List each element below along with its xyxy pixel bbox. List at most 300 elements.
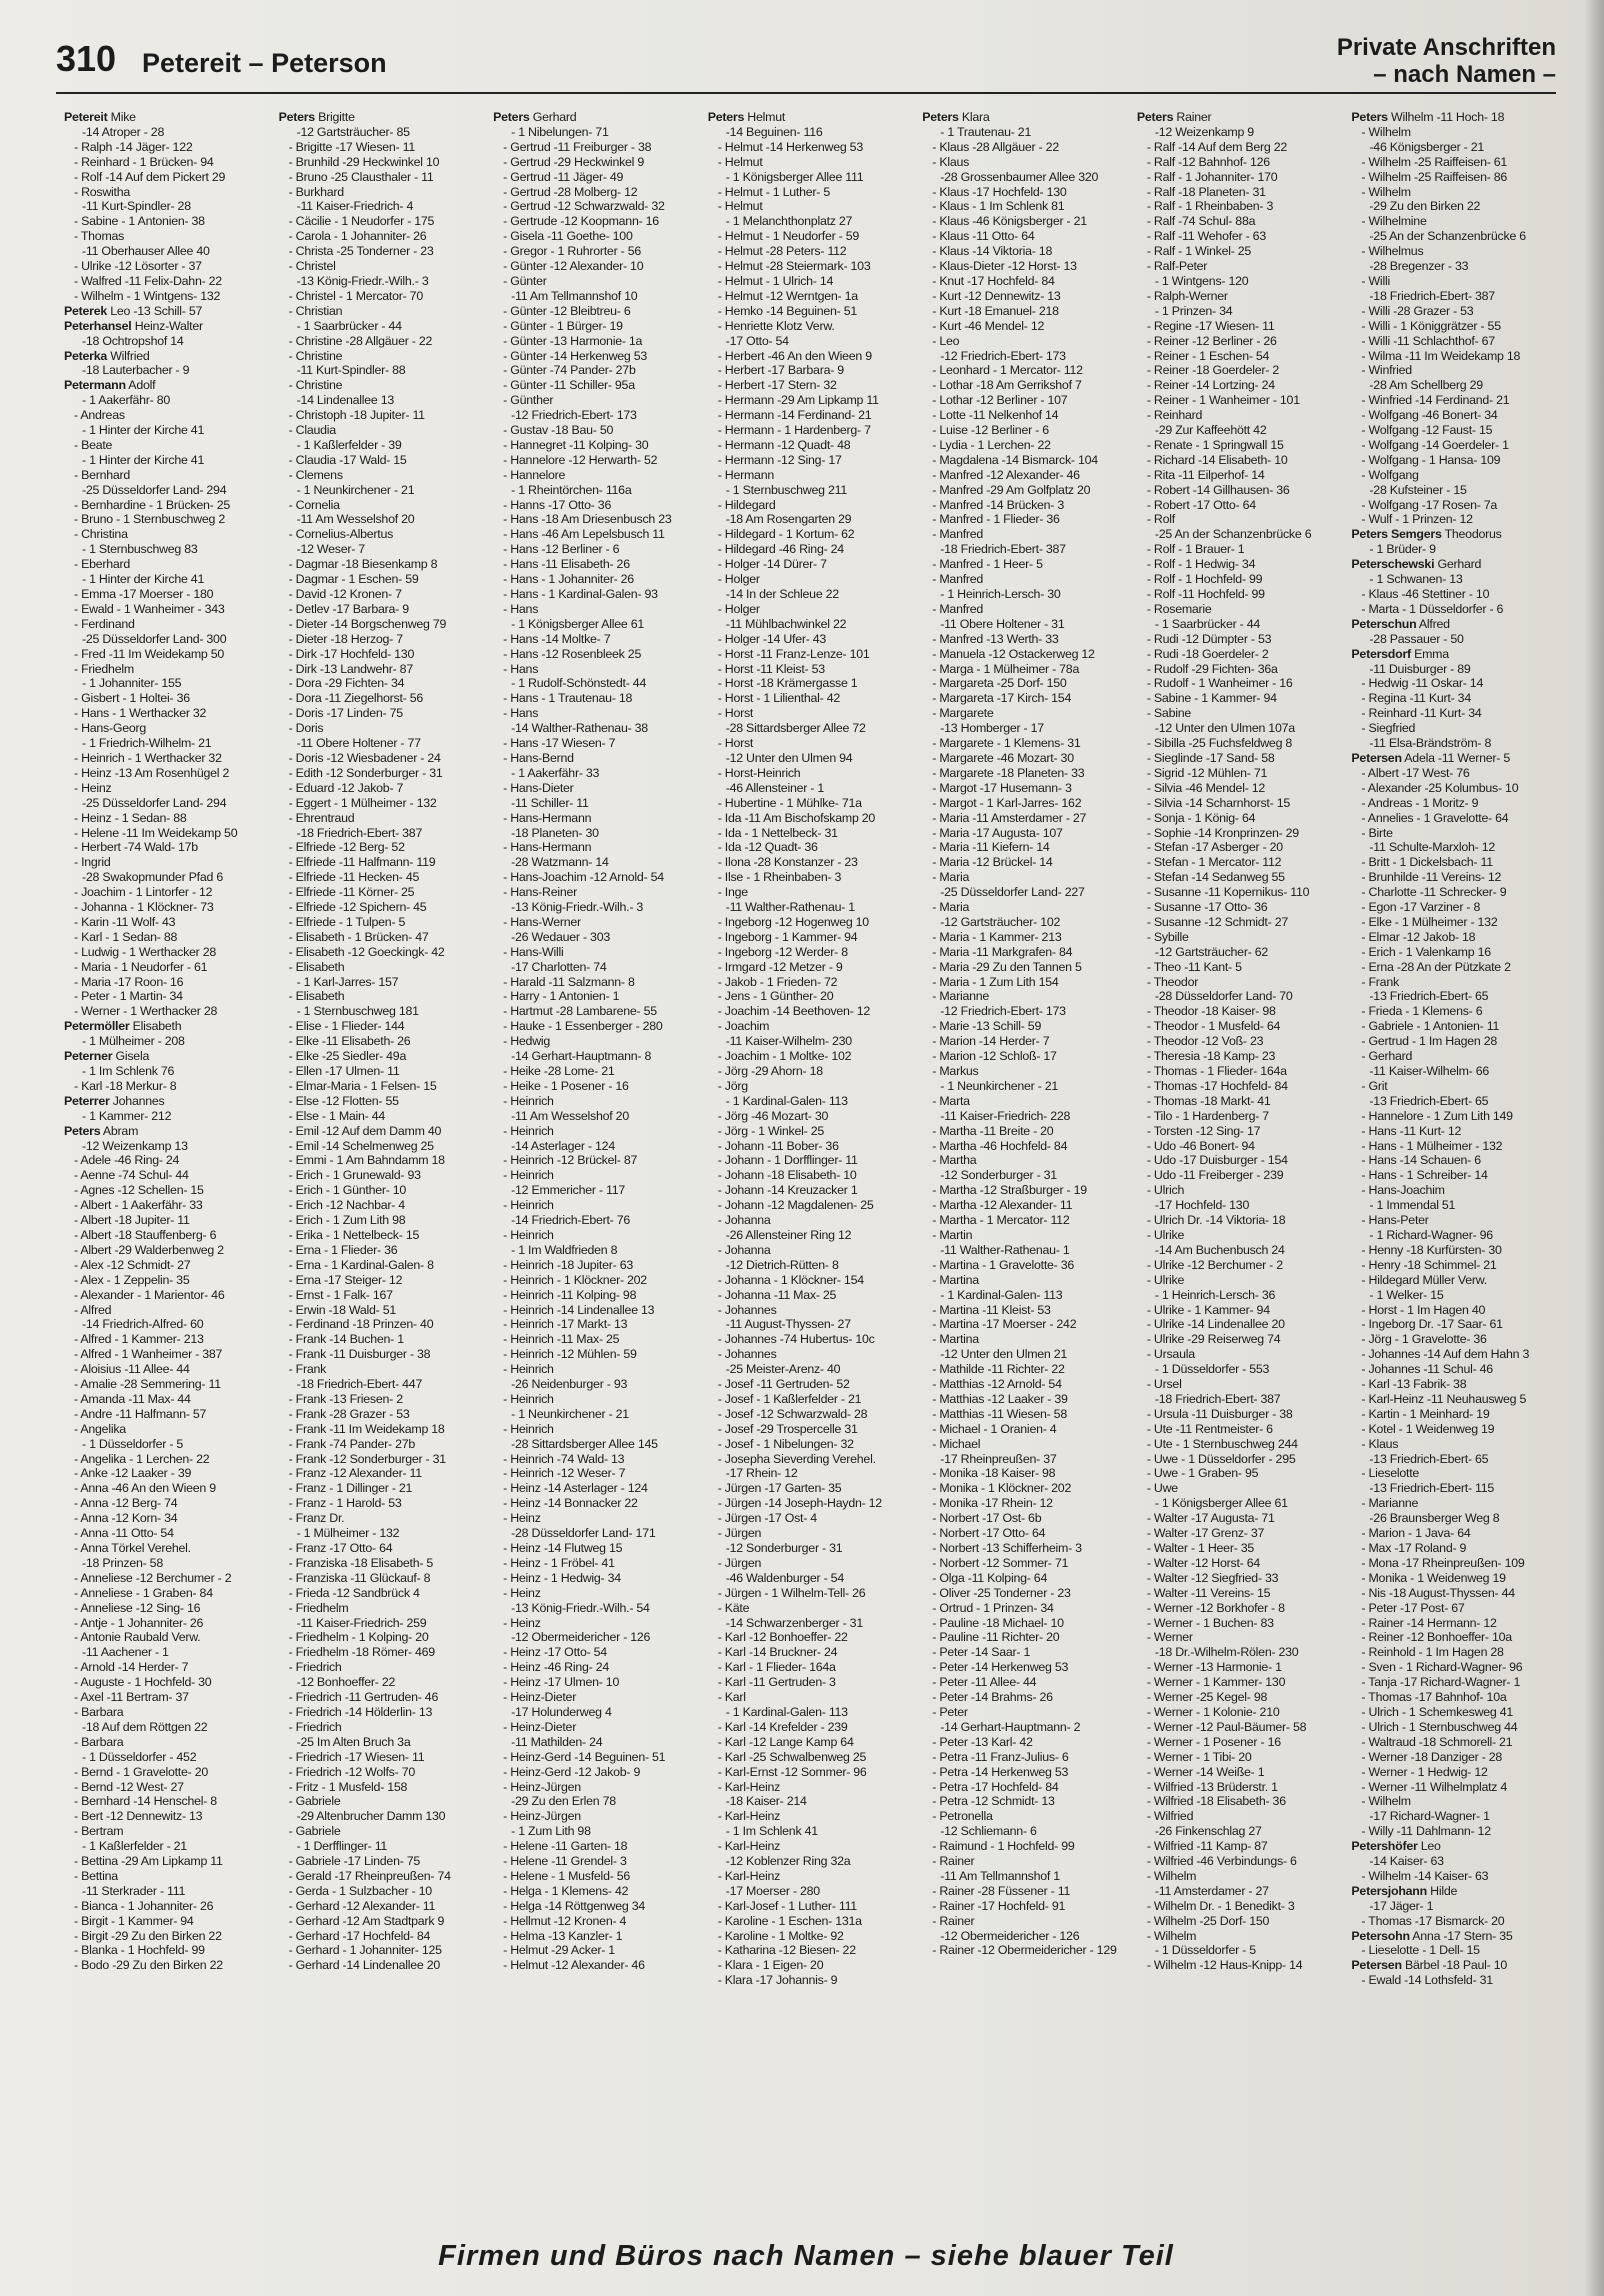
directory-entry <box>64 751 273 766</box>
entry-text: - Hedwig <box>503 1034 551 1049</box>
entry-text: - Käte <box>717 1600 750 1615</box>
entry-text: - Helma -13 Kanzler- 1 <box>503 1928 623 1943</box>
entry-text: - Knut -17 Hochfeld- 84 <box>932 273 1055 288</box>
entry-text: - Heinz -13 Am Rosenhügel 2 <box>74 765 230 780</box>
directory-entry <box>922 1422 1131 1437</box>
entry-text: - Horst <box>717 706 754 721</box>
directory-entry <box>1137 1377 1346 1392</box>
directory-entry <box>1137 304 1346 319</box>
entry-text: -14 Friedrich-Alfred- 60 <box>82 1317 204 1332</box>
entry-text: - Thomas -17 Hochfeld- 84 <box>1146 1078 1288 1093</box>
directory-entry <box>64 930 273 945</box>
entry-text: - Waltraud -18 Schmorell- 21 <box>1361 1734 1513 1749</box>
entry-text: - Johanna <box>717 1242 771 1257</box>
directory-entry <box>1137 1645 1346 1660</box>
entry-text: - Ulrike <box>1146 1272 1185 1287</box>
entry-text: - Heinz -46 Ring- 24 <box>503 1660 610 1675</box>
directory-entry <box>708 229 917 244</box>
directory-entry <box>1351 1064 1560 1079</box>
entry-text: - Wilhelm - 1 Wintgens- 132 <box>74 288 221 303</box>
directory-entry <box>1137 766 1346 781</box>
entry-text: -17 Rheinpreußen- 37 <box>940 1451 1057 1466</box>
entry-text: - Hans -11 Elisabeth- 26 <box>503 557 630 572</box>
entry-text: - Hans-Joachim <box>1361 1183 1445 1198</box>
directory-entry <box>493 736 702 751</box>
entry-text: - Helmut - 1 Luther- 5 <box>717 184 830 199</box>
directory-entry <box>279 781 488 796</box>
directory-entry <box>493 1675 702 1690</box>
directory-entry <box>1351 1720 1560 1735</box>
listing-column-1 <box>64 110 273 2230</box>
directory-entry <box>1351 1362 1560 1377</box>
directory-entry <box>708 349 917 364</box>
entry-text: - Norbert -17 Otto- 64 <box>932 1526 1046 1541</box>
entry-text: - 1 Rheintörchen- 116a <box>511 482 632 497</box>
directory-entry <box>922 468 1131 483</box>
entry-text: - 1 Königsberger Allee 61 <box>511 616 645 631</box>
entry-text: -14 Friedrich-Ebert- 76 <box>511 1213 631 1228</box>
entry-text: - 1 Im Waldfrieden 8 <box>511 1242 618 1257</box>
entry-text: - Gregor - 1 Ruhrorter - 56 <box>503 244 641 259</box>
entry-text: - Hans-Hermann <box>503 810 592 825</box>
entry-text: - Joachim -14 Beethoven- 12 <box>717 1004 871 1019</box>
entry-text: - Henry -18 Schimmel- 21 <box>1361 1257 1497 1272</box>
directory-entry <box>493 1735 702 1750</box>
entry-text: - Theodor <box>1146 974 1199 989</box>
directory-entry <box>1137 796 1346 811</box>
entry-text: - Günter -14 Herkenweg 53 <box>503 348 648 363</box>
directory-entry <box>708 363 917 378</box>
directory-entry <box>1137 1481 1346 1496</box>
entry-text: - Burkhard <box>288 184 344 199</box>
directory-entry <box>64 736 273 751</box>
entry-text: - Jürgen <box>717 1526 762 1541</box>
directory-entry <box>64 229 273 244</box>
directory-entry <box>1137 199 1346 214</box>
entry-text: - Manfred <box>932 572 984 587</box>
directory-entry <box>1137 1556 1346 1571</box>
directory-entry <box>493 1616 702 1631</box>
directory-entry <box>1351 870 1560 885</box>
entry-text: - Matthias -12 Arnold- 54 <box>932 1377 1062 1392</box>
directory-entry <box>493 423 702 438</box>
entry-text: - Hauke - 1 Essenberger - 280 <box>503 1019 663 1034</box>
entry-text: - Günter -74 Pander- 27b <box>503 363 636 378</box>
entry-text: - Ingeborg - 1 Kammer- 94 <box>717 929 858 944</box>
directory-entry <box>279 1049 488 1064</box>
entry-text: -12 Unter den Ulmen 21 <box>940 1347 1068 1362</box>
entry-text: - Anna -12 Berg- 74 <box>74 1496 178 1511</box>
directory-entry <box>493 1064 702 1079</box>
entry-text: - Hans-Georg <box>74 721 147 736</box>
directory-entry <box>493 1332 702 1347</box>
directory-entry <box>279 989 488 1004</box>
directory-entry <box>493 1839 702 1854</box>
directory-entry <box>64 870 273 885</box>
directory-entry <box>1137 1854 1346 1869</box>
surname-entry <box>64 349 273 364</box>
directory-entry <box>708 304 917 319</box>
entry-text: - Rudi -18 Goerdeler- 2 <box>1146 646 1269 661</box>
entry-text: - Martha - 1 Mercator- 112 <box>932 1213 1070 1228</box>
entry-text: - Marianne <box>1361 1496 1419 1511</box>
directory-entry <box>1137 617 1346 632</box>
entry-text: - Heinz-Jürgen <box>503 1779 581 1794</box>
directory-entry <box>1137 155 1346 170</box>
entry-text: - 1 Richard-Wagner- 96 <box>1369 1227 1493 1242</box>
entry-text: - Cornelia <box>288 497 340 512</box>
entry-text: - Ulrich - 1 Sternbuschweg 44 <box>1361 1719 1518 1734</box>
surname-entry <box>64 1124 273 1139</box>
entry-text: - Thomas <box>74 229 125 244</box>
entry-text: - Klaus-Dieter -12 Horst- 13 <box>932 259 1077 274</box>
entry-text: - Hans-Hermann <box>503 840 592 855</box>
directory-entry <box>922 1690 1131 1705</box>
entry-text: - Lothar -12 Berliner - 107 <box>932 393 1068 408</box>
directory-entry <box>64 1675 273 1690</box>
directory-entry <box>922 617 1131 632</box>
directory-entry <box>708 632 917 647</box>
entry-text: - Bernd -12 West- 27 <box>74 1779 184 1794</box>
directory-entry <box>64 826 273 841</box>
directory-entry <box>279 1392 488 1407</box>
entry-text: - Detlev -17 Barbara- 9 <box>288 601 409 616</box>
directory-entry <box>1137 1332 1346 1347</box>
directory-entry <box>493 1660 702 1675</box>
entry-text: - Frieda - 1 Klemens- 6 <box>1361 1004 1483 1019</box>
directory-entry <box>493 826 702 841</box>
entry-text: - Karl -14 Bruckner- 24 <box>717 1645 838 1660</box>
directory-entry <box>1351 1601 1560 1616</box>
entry-text: - Margot -17 Husemann- 3 <box>932 780 1072 795</box>
entry-text: - Heinrich <box>503 1421 554 1436</box>
entry-text: -18 Prinzen- 58 <box>82 1555 163 1570</box>
directory-entry <box>279 1317 488 1332</box>
directory-entry <box>922 1019 1131 1034</box>
directory-entry <box>922 691 1131 706</box>
directory-entry <box>493 125 702 140</box>
entry-text: - Anneliese -12 Berchumer - 2 <box>74 1570 232 1585</box>
entry-text: - Helene -11 Grendel- 3 <box>503 1854 627 1869</box>
directory-entry <box>279 1884 488 1899</box>
directory-entry <box>493 229 702 244</box>
entry-text: - Maria -11 Amsterdamer - 27 <box>932 810 1087 825</box>
directory-entry <box>708 125 917 140</box>
entry-text: - Werner - 1 Werthacker 28 <box>74 1004 218 1019</box>
entry-text: - Susanne -12 Schmidt- 27 <box>1146 914 1288 929</box>
entry-text: - Helmut -12 Werntgen- 1a <box>717 288 858 303</box>
directory-entry <box>493 408 702 423</box>
entry-text: - Maria -17 Augusta- 107 <box>932 825 1063 840</box>
entry-text: - Elfriede -11 Körner- 25 <box>288 885 415 900</box>
entry-text: - Karl -14 Krefelder - 239 <box>717 1719 848 1734</box>
directory-entry <box>1137 900 1346 915</box>
directory-entry <box>1137 1735 1346 1750</box>
directory-entry <box>1351 1750 1560 1765</box>
entry-text: - Friedrich -17 Wiesen- 11 <box>288 1749 425 1764</box>
directory-entry <box>922 1869 1131 1884</box>
entry-text: - Rainer <box>932 1854 975 1869</box>
directory-entry <box>279 1168 488 1183</box>
entry-text: - Klara -17 Johannis- 9 <box>717 1973 838 1988</box>
entry-text: - Maria <box>932 900 970 915</box>
directory-entry <box>64 1705 273 1720</box>
entry-text: - Ludwig - 1 Werthacker 28 <box>74 944 217 959</box>
entry-text: - Dagmar -18 Biesenkamp 8 <box>288 557 438 572</box>
directory-entry <box>493 1750 702 1765</box>
directory-entry <box>1137 676 1346 691</box>
surname: Peters <box>922 110 959 124</box>
entry-text: - Martin <box>932 1227 973 1242</box>
directory-entry <box>708 1466 917 1481</box>
directory-entry <box>1137 125 1346 140</box>
entry-text: - 1 Nibelungen- 71 <box>511 124 609 139</box>
entry-text: - Christine -28 Allgäuer - 22 <box>288 333 433 348</box>
entry-text: - Emmi - 1 Am Bahndamm 18 <box>288 1153 445 1168</box>
entry-text: - Jörg <box>717 1078 748 1093</box>
entry-text: - Doris <box>288 721 324 736</box>
entry-text: - Peter -13 Karl- 42 <box>932 1734 1033 1749</box>
directory-entry <box>922 796 1131 811</box>
directory-entry <box>493 170 702 185</box>
directory-entry <box>1351 721 1560 736</box>
entry-text: - Wilhelmus <box>1361 244 1424 259</box>
surname: Peters <box>1351 110 1388 124</box>
directory-entry <box>1351 1869 1560 1884</box>
directory-entry <box>708 662 917 677</box>
directory-entry <box>922 945 1131 960</box>
entry-text: -25 Düsseldorfer Land- 227 <box>940 885 1085 900</box>
entry-text: - Heinrich -12 Weser- 7 <box>503 1466 626 1481</box>
directory-entry <box>64 1571 273 1586</box>
entry-text: - Heinz <box>503 1511 541 1526</box>
directory-entry <box>708 140 917 155</box>
directory-entry <box>493 468 702 483</box>
directory-entry <box>64 1824 273 1839</box>
directory-entry <box>1137 1213 1346 1228</box>
entry-text: -11 Kurt-Spindler- 28 <box>82 199 191 214</box>
directory-entry <box>64 1914 273 1929</box>
directory-entry <box>922 1705 1131 1720</box>
entry-text: - Emil -12 Auf dem Damm 40 <box>288 1123 442 1138</box>
entry-text: - Heinz <box>503 1615 541 1630</box>
directory-entry <box>1137 349 1346 364</box>
entry-text: - Petronella <box>932 1809 993 1824</box>
surname-entry <box>64 1019 273 1034</box>
entry-text: - Wilhelm Dr. - 1 Benedikt- 3 <box>1146 1898 1295 1913</box>
directory-entry <box>922 1258 1131 1273</box>
entry-text: -18 Dr.-Wilhelm-Rölen- 230 <box>1154 1645 1299 1660</box>
directory-entry <box>1351 1735 1560 1750</box>
entry-text: - Martha -12 Straßburger - 19 <box>932 1183 1087 1198</box>
directory-entry <box>64 1780 273 1795</box>
directory-entry <box>708 408 917 423</box>
directory-entry <box>708 244 917 259</box>
entry-text: Elisabeth <box>129 1019 182 1034</box>
entry-text: - Annelies - 1 Gravelotte- 64 <box>1361 810 1509 825</box>
entry-text: - Andreas - 1 Moritz- 9 <box>1361 795 1479 810</box>
directory-entry <box>1137 1124 1346 1139</box>
entry-text: - Friedhelm <box>288 1600 349 1615</box>
directory-entry <box>922 975 1131 990</box>
directory-entry <box>708 1168 917 1183</box>
directory-entry <box>493 632 702 647</box>
entry-text: - Theodor -18 Kaiser- 98 <box>1146 1004 1276 1019</box>
entry-text: -18 Am Rosengarten 29 <box>725 512 852 527</box>
entry-text: - Kurt -12 Dennewitz- 13 <box>932 288 1061 303</box>
entry-text: - 1 Schwanen- 13 <box>1369 572 1463 587</box>
entry-text: - Johannes <box>717 1347 777 1362</box>
entry-text: -25 Im Alten Bruch 3a <box>296 1734 411 1749</box>
entry-text: - Martha -12 Alexander- 11 <box>932 1198 1073 1213</box>
entry-text: - Mathilde -11 Richter- 22 <box>932 1362 1065 1377</box>
directory-entry <box>708 1526 917 1541</box>
directory-entry <box>708 900 917 915</box>
entry-text: - 1 Wintgens- 120 <box>1154 273 1249 288</box>
directory-entry <box>708 289 917 304</box>
directory-entry <box>279 1630 488 1645</box>
entry-text: - Winfried -14 Ferdinand- 21 <box>1361 393 1510 408</box>
entry-text: - Margarete -18 Planeten- 33 <box>932 765 1085 780</box>
entry-text: - Heinz -14 Bonnacker 22 <box>503 1496 638 1511</box>
directory-entry <box>1137 751 1346 766</box>
entry-text: - Leonhard - 1 Mercator- 112 <box>932 363 1083 378</box>
directory-entry <box>922 855 1131 870</box>
entry-text: - Bettina -29 Am Lipkamp 11 <box>74 1854 223 1869</box>
directory-entry <box>708 199 917 214</box>
directory-entry <box>493 378 702 393</box>
directory-entry <box>1351 1899 1560 1914</box>
entry-text: - Willi - 1 Königgrätzer - 55 <box>1361 318 1501 333</box>
entry-text: - Ulrike - 1 Kammer- 94 <box>1146 1302 1270 1317</box>
directory-entry <box>922 1839 1131 1854</box>
entry-text: - Ulrike -29 Reiserweg 74 <box>1146 1332 1281 1347</box>
entry-text: - Wolfgang -46 Bonert- 34 <box>1361 408 1498 423</box>
directory-entry <box>1137 1794 1346 1809</box>
entry-text: - Dagmar - 1 Eschen- 59 <box>288 572 419 587</box>
entry-text: - Hans-Reiner <box>503 885 578 900</box>
directory-entry <box>708 975 917 990</box>
directory-entry <box>64 1392 273 1407</box>
directory-entry <box>64 289 273 304</box>
directory-entry <box>922 319 1131 334</box>
entry-text: - Hans -11 Kurt- 12 <box>1361 1123 1462 1138</box>
entry-text: - Brigitte -17 Wiesen- 11 <box>288 139 415 154</box>
directory-entry <box>64 706 273 721</box>
entry-text: -11 Am Tellmannshof 1 <box>940 1868 1060 1883</box>
directory-entry <box>279 811 488 826</box>
directory-entry <box>64 1690 273 1705</box>
entry-text: - Elke -25 Siedler- 49a <box>288 1049 407 1064</box>
directory-entry <box>64 840 273 855</box>
entry-text: - Leo <box>932 333 960 348</box>
directory-entry <box>1137 453 1346 468</box>
directory-entry <box>922 1213 1131 1228</box>
entry-text: Adolf <box>125 378 156 393</box>
entry-text: - Antje - 1 Johanniter- 26 <box>74 1615 204 1630</box>
entry-text: -26 Braunsberger Weg 8 <box>1369 1511 1500 1526</box>
entry-text: - Sieglinde -17 Sand- 58 <box>1146 750 1275 765</box>
entry-text: -11 Schulte-Marxloh- 12 <box>1369 840 1495 855</box>
directory-entry <box>493 274 702 289</box>
entry-text: - 1 Karl-Jarres- 157 <box>296 974 399 989</box>
directory-entry <box>1351 438 1560 453</box>
directory-entry <box>64 1004 273 1019</box>
directory-entry <box>1351 274 1560 289</box>
directory-entry <box>1351 826 1560 841</box>
directory-entry <box>493 512 702 527</box>
entry-text: - Karl -18 Merkur- 8 <box>74 1078 177 1093</box>
entry-text: - Albert -18 Jupiter- 11 <box>74 1213 190 1228</box>
entry-text: -14 Am Buchenbusch 24 <box>1154 1242 1285 1257</box>
surname: Peterrer <box>64 1093 110 1108</box>
entry-text: -11 Kaiser-Wilhelm- 66 <box>1369 1064 1490 1078</box>
entry-text: - Elmar-Maria - 1 Felsen- 15 <box>288 1078 437 1093</box>
directory-entry <box>279 1571 488 1586</box>
entry-text: - Frank <box>288 1362 327 1377</box>
directory-entry <box>1137 1198 1346 1213</box>
directory-entry <box>922 1109 1131 1124</box>
entry-text: - Wolfgang -12 Faust- 15 <box>1361 423 1493 438</box>
entry-text: - Manfred -12 Alexander- 46 <box>932 467 1080 482</box>
entry-text: - Martha -11 Breite - 20 <box>932 1123 1054 1138</box>
directory-entry <box>279 453 488 468</box>
entry-text: -28 Watzmann- 14 <box>511 855 609 870</box>
entry-text: - Magdalena -14 Bismarck- 104 <box>932 452 1098 467</box>
directory-entry <box>1137 1094 1346 1109</box>
entry-text: - Johann -12 Magdalenen- 25 <box>717 1198 874 1213</box>
directory-entry <box>279 1228 488 1243</box>
directory-entry <box>708 1049 917 1064</box>
directory-entry <box>708 319 917 334</box>
directory-entry <box>922 349 1131 364</box>
directory-entry <box>64 1929 273 1944</box>
directory-entry <box>493 855 702 870</box>
directory-entry <box>279 1705 488 1720</box>
directory-entry <box>493 1004 702 1019</box>
directory-entry <box>64 1258 273 1273</box>
entry-text: - Alexander -25 Kolumbus- 10 <box>1361 780 1519 795</box>
entry-text: - Heinz - 1 Sedan- 88 <box>74 810 187 825</box>
entry-text: - Josef - 1 Kaßlerfelder - 21 <box>717 1391 862 1406</box>
entry-text: - Gertrud -12 Schwarzwald- 32 <box>503 199 665 214</box>
entry-text: -28 Kufsteiner - 15 <box>1369 482 1467 497</box>
surname: Petermöller <box>64 1019 130 1034</box>
entry-text: - Luise -12 Berliner - 6 <box>932 423 1049 438</box>
entry-text: - Charlotte -11 Schrecker- 9 <box>1361 885 1507 900</box>
directory-entry <box>493 140 702 155</box>
directory-entry <box>708 1377 917 1392</box>
entry-text: - Walter -17 Augusta- 71 <box>1146 1511 1275 1526</box>
directory-entry <box>708 1273 917 1288</box>
directory-entry <box>708 885 917 900</box>
surname: Petersdorf <box>1351 646 1411 661</box>
entry-text: - Ralf -11 Wehofer - 63 <box>1146 229 1266 244</box>
directory-entry <box>1137 319 1346 334</box>
entry-text: - Antonie Raubald Verw. <box>74 1630 201 1645</box>
entry-text: - Günter -11 Schiller- 95a <box>503 378 635 393</box>
directory-entry <box>64 1541 273 1556</box>
directory-entry <box>493 1452 702 1467</box>
directory-entry <box>708 1347 917 1362</box>
entry-text: - Amanda -11 Max- 44 <box>74 1391 191 1406</box>
directory-entry <box>1351 1139 1560 1154</box>
entry-text: - Anneliese -12 Sing- 16 <box>74 1600 201 1615</box>
directory-entry <box>1351 1288 1560 1303</box>
entry-text: - 1 Düsseldorfer - 5 <box>1154 1943 1256 1958</box>
directory-entry <box>64 989 273 1004</box>
entry-text: -29 Altenbrucher Damm 130 <box>296 1809 446 1824</box>
